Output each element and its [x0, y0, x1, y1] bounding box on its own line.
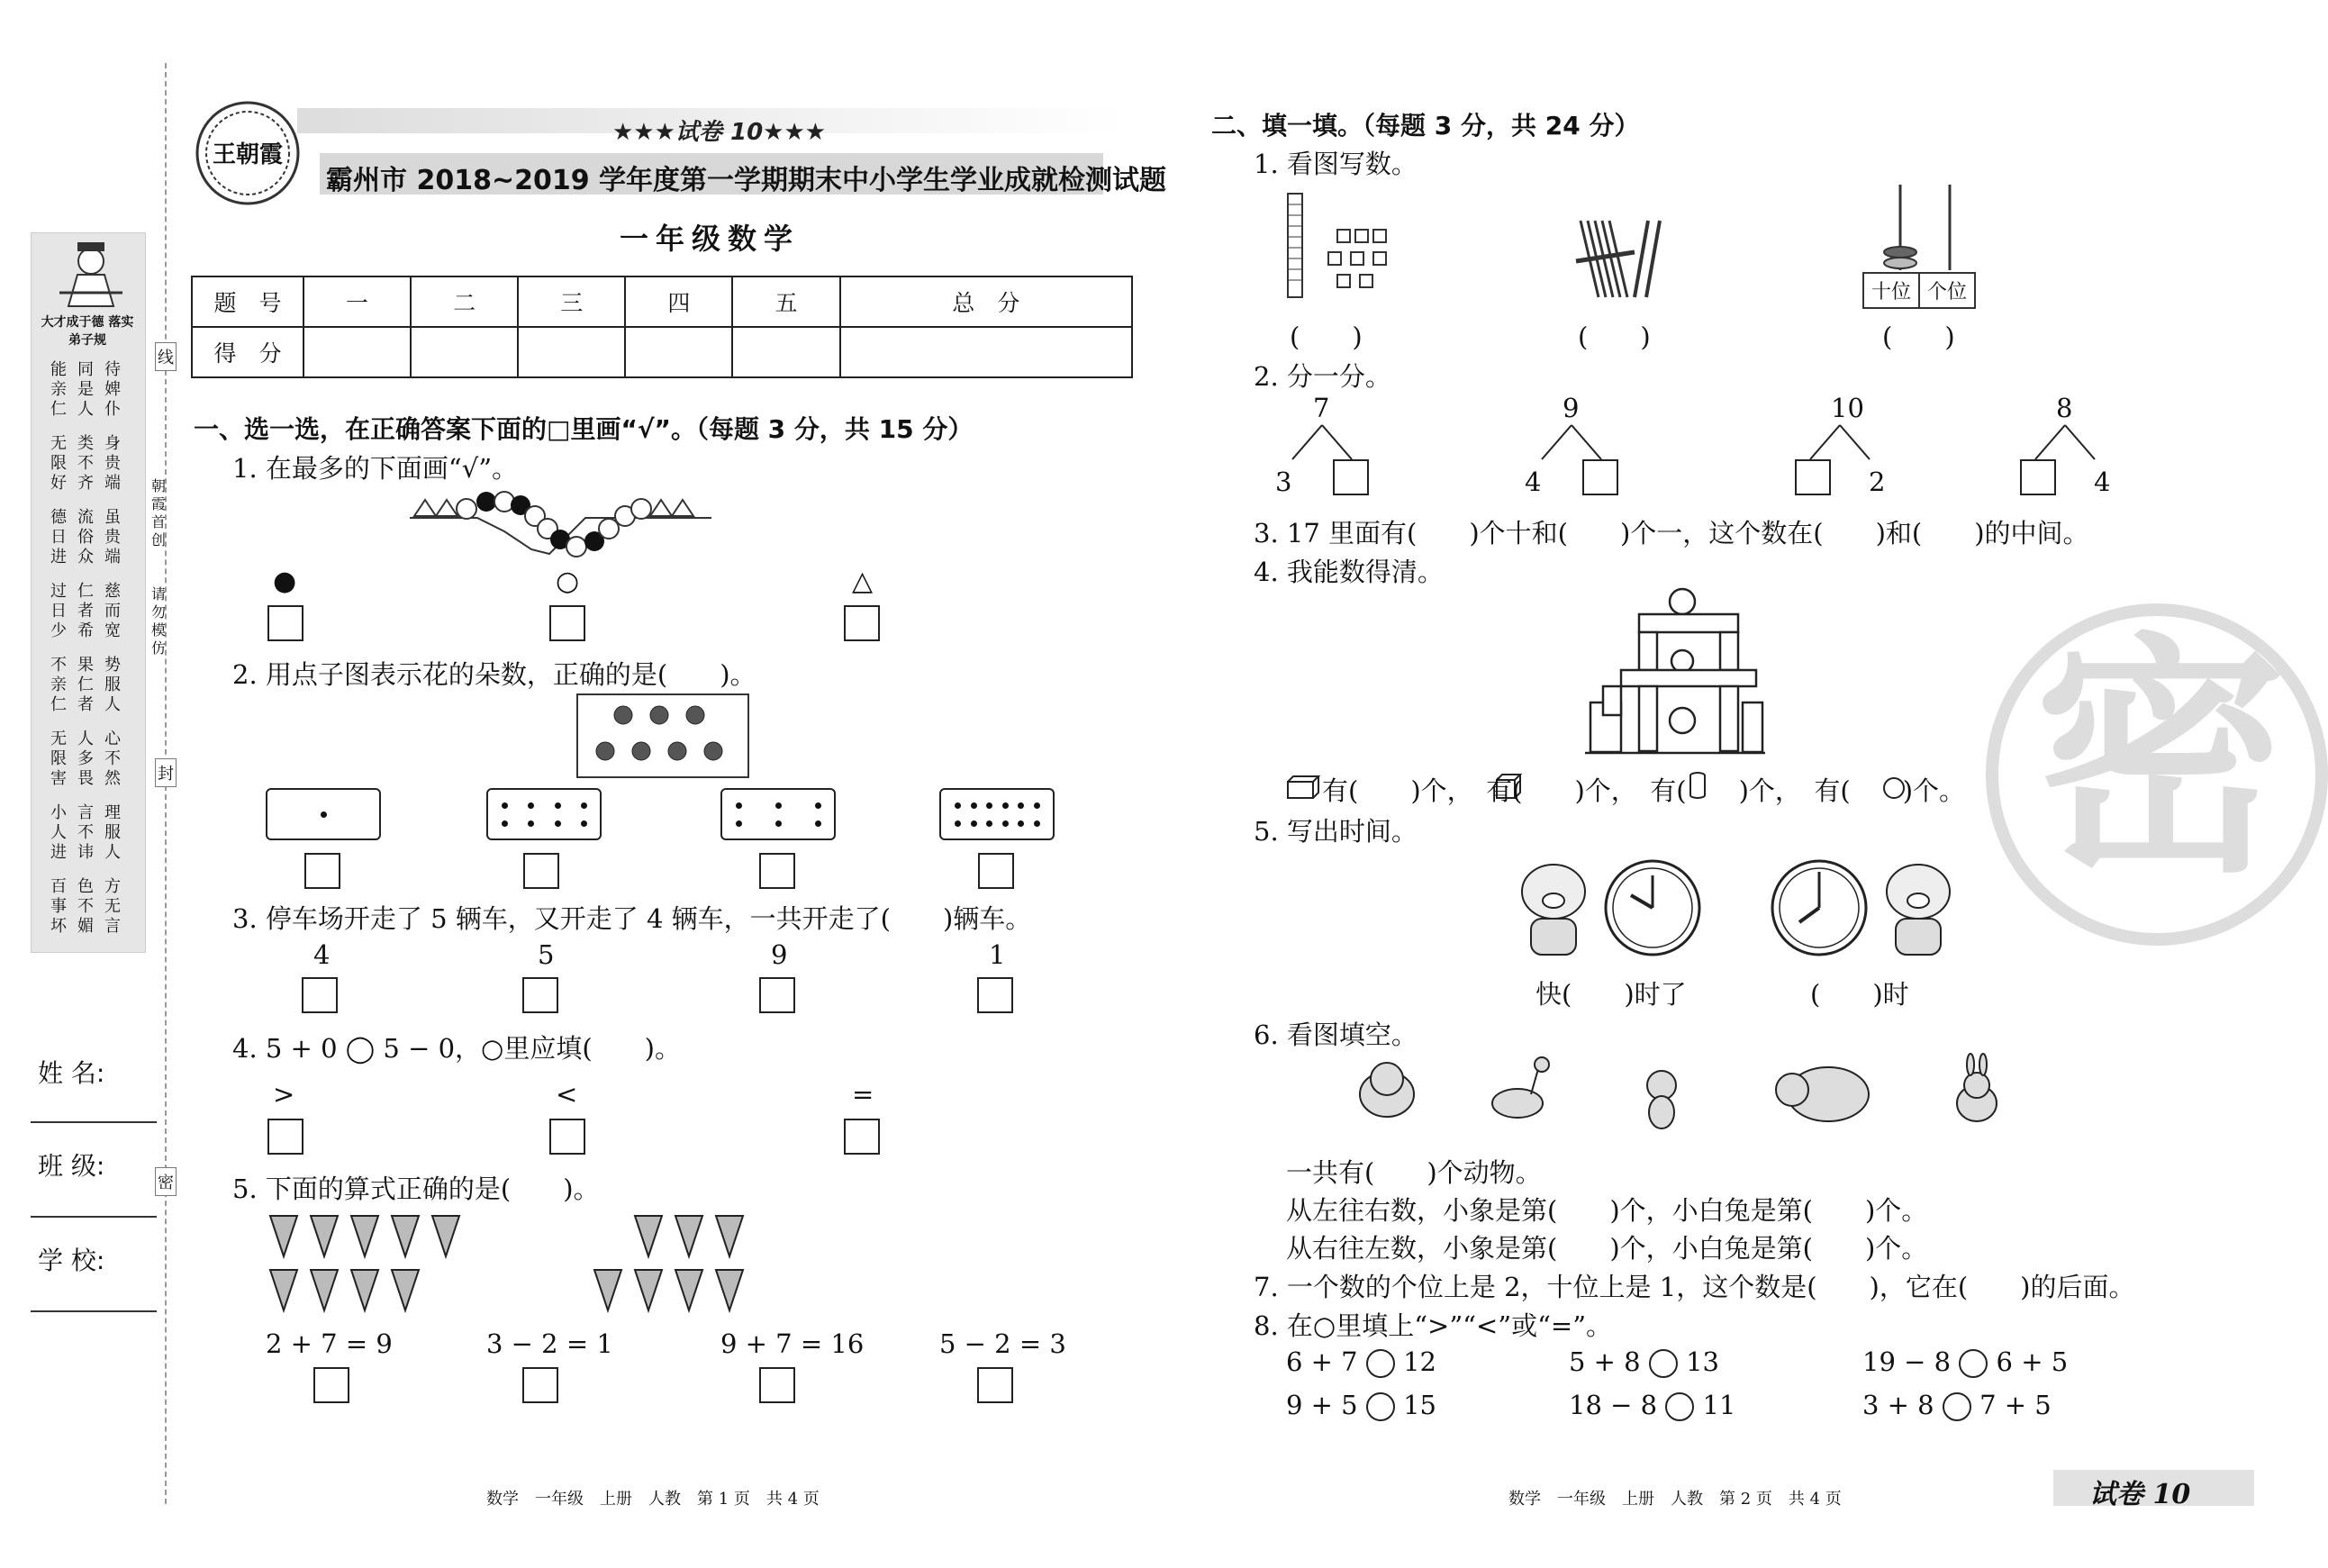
s2-q4-text: 4. 我能数得清。 — [1254, 557, 1444, 587]
score-header-4: 四 — [625, 276, 732, 327]
dot-card — [486, 788, 602, 840]
answer-box[interactable] — [267, 605, 303, 641]
compare-right: 6 + 5 — [1988, 1346, 2069, 1377]
answer-box[interactable] — [1333, 459, 1369, 495]
poem-column: 无限好 — [50, 434, 67, 493]
answer-box[interactable] — [302, 977, 338, 1013]
compare-circle[interactable] — [1366, 1392, 1395, 1421]
answer-box[interactable] — [522, 1367, 558, 1403]
class-field-line[interactable] — [31, 1216, 157, 1218]
school-field-line[interactable] — [31, 1310, 157, 1312]
answer-box[interactable] — [267, 1119, 303, 1155]
s1-q3-option-c: 9 — [771, 939, 788, 970]
compare-left: 5 + 8 — [1569, 1346, 1649, 1377]
s1-q2-text: 2. 用点子图表示花的朵数，正确的是( )。 — [232, 659, 756, 690]
s2-q3-text: 3. 17 里面有( )个十和( )个一，这个数在( )和( )的中间。 — [1254, 518, 2089, 548]
s1-q5-option-a: 2 + 7 = 9 — [266, 1328, 393, 1359]
score-cell[interactable] — [840, 327, 1132, 377]
compare-circle[interactable] — [1959, 1349, 1988, 1378]
score-header-5: 五 — [732, 276, 839, 327]
dot — [971, 820, 977, 827]
base-ten-blocks-figure — [1283, 189, 1405, 305]
answer-box[interactable] — [844, 1119, 880, 1155]
s2-q1-text: 1. 看图写数。 — [1254, 149, 1418, 179]
s1-q3-option-b: 5 — [538, 939, 555, 970]
answer-box[interactable] — [1795, 459, 1831, 495]
compare-right: 15 — [1394, 1390, 1436, 1420]
line-label-mi: 密 — [155, 1167, 177, 1196]
compare-right: 11 — [1694, 1390, 1736, 1420]
score-row-label: 得 分 — [192, 327, 303, 377]
score-cell[interactable] — [518, 327, 625, 377]
s2-q8-text: 8. 在○里填上“>”“<”或“=”。 — [1254, 1310, 1613, 1341]
score-table — [191, 276, 1133, 378]
poem-column: 人多畏 — [77, 730, 94, 788]
flowers-picture — [576, 693, 749, 778]
compare-left: 6 + 7 — [1286, 1346, 1366, 1377]
class-field-label: 班 级: — [38, 1151, 105, 1181]
poem-column: 无限害 — [50, 730, 67, 788]
dot — [555, 802, 561, 809]
poem-column: 虽贵端 — [104, 508, 121, 566]
s1-q3-text: 3. 停车场开走了 5 辆车，又开走了 4 辆车，一共开走了( )辆车。 — [232, 903, 1032, 934]
answer-box[interactable] — [2020, 459, 2056, 495]
s2-q2-text: 2. 分一分。 — [1254, 361, 1391, 392]
ice-cream-group-right — [585, 1207, 765, 1328]
answer-box[interactable] — [977, 1367, 1013, 1403]
s2-q1-blank-1[interactable]: ( ) — [1290, 322, 1363, 352]
dot-card — [939, 788, 1055, 840]
ice-cream-group-left — [261, 1207, 477, 1328]
answer-box[interactable] — [844, 605, 880, 641]
abacus-tens-label: 十位 — [1864, 274, 1920, 307]
s1-q1-option-white-circle: ○ — [556, 566, 580, 597]
line-label-xian: 线 — [155, 342, 177, 371]
compare-right: 12 — [1394, 1346, 1436, 1377]
dot — [971, 802, 977, 809]
poem-column: 百事坏 — [50, 877, 67, 936]
s1-q1-option-triangle: △ — [852, 566, 874, 597]
s1-q5-option-b: 3 − 2 = 1 — [486, 1328, 613, 1359]
dot — [736, 802, 742, 809]
s2-q1-blank-2[interactable]: ( ) — [1578, 322, 1651, 352]
answer-box[interactable] — [522, 977, 558, 1013]
s2-q6-line-1[interactable]: 一共有( )个动物。 — [1286, 1157, 1542, 1188]
answer-box[interactable] — [759, 853, 795, 889]
bond-left-number: 3 — [1275, 467, 1292, 497]
name-field-label: 姓 名: — [38, 1058, 105, 1088]
poem-column: 待婢仆 — [104, 360, 121, 419]
s1-q3-option-d: 1 — [989, 939, 1006, 970]
dot — [1034, 820, 1040, 827]
s1-q5-text: 5. 下面的算式正确的是( )。 — [232, 1174, 600, 1204]
poem-column: 心不然 — [104, 730, 121, 788]
sidebar-note-original: 朝霞首创 — [151, 477, 167, 548]
bond-right-number: 4 — [2094, 467, 2111, 497]
bond-right-number: 2 — [1869, 467, 1886, 497]
section2-heading: 二、填一填。（每题 3 分，共 24 分） — [1211, 111, 1640, 140]
score-header-total: 总 分 — [840, 276, 1132, 327]
answer-box[interactable] — [1582, 459, 1618, 495]
compare-expression — [1862, 1346, 2068, 1378]
compare-expression — [1286, 1390, 1436, 1421]
cuboid-icon — [1286, 775, 1320, 803]
s2-q6-text: 6. 看图填空。 — [1254, 1020, 1418, 1050]
pig-with-clock-left — [1508, 856, 1707, 967]
footer-badge: 试卷 10 — [2089, 1479, 2191, 1510]
sidebar-poem — [49, 360, 139, 937]
compare-circle[interactable] — [1649, 1349, 1678, 1378]
dot-card — [720, 788, 836, 840]
poem-column: 果仁者 — [77, 656, 94, 714]
poem-column: 小人进 — [50, 803, 67, 862]
poem-column: 色不媚 — [77, 877, 94, 936]
secret-watermark — [1986, 603, 2328, 946]
compare-expression — [1286, 1346, 1436, 1378]
compare-circle[interactable] — [1366, 1349, 1395, 1378]
s1-q4-text: 4. 5 + 0 ◯ 5 − 0，○里应填( )。 — [232, 1033, 681, 1064]
bond-top-number: 10 — [1831, 393, 1864, 423]
compare-circle[interactable] — [1943, 1392, 1971, 1421]
dot — [555, 820, 561, 827]
animals-row — [1351, 1054, 2035, 1143]
pig-with-clock-right — [1765, 856, 1963, 967]
score-header-3: 三 — [518, 276, 625, 327]
dot — [581, 820, 587, 827]
s1-q5-option-d: 5 − 2 = 3 — [939, 1328, 1066, 1359]
poem-column: 类不齐 — [77, 434, 94, 493]
bead-string-figure — [405, 482, 720, 566]
compare-right: 7 + 5 — [1970, 1390, 2052, 1420]
answer-box[interactable] — [759, 1367, 795, 1403]
sidebar-note-copy: 请勿模仿 — [151, 585, 167, 657]
abacus-ones-label: 个位 — [1926, 281, 1967, 304]
poem-column: 理服人 — [104, 803, 121, 862]
s1-q3-option-a: 4 — [313, 939, 331, 970]
compare-left: 18 − 8 — [1569, 1390, 1666, 1420]
dot — [955, 820, 961, 827]
bond-top-number: 7 — [1313, 393, 1330, 423]
score-header-1: 一 — [303, 276, 411, 327]
score-cell[interactable] — [411, 327, 518, 377]
section1-heading: 一、选一选，在正确答案下面的□里画“√”。（每题 3 分，共 15 分） — [194, 414, 974, 444]
s1-q5-option-c: 9 + 7 = 16 — [720, 1328, 865, 1359]
dot — [1002, 802, 1009, 809]
school-field-label: 学 校: — [38, 1246, 105, 1275]
compare-expression — [1569, 1346, 1719, 1378]
dot — [502, 820, 508, 827]
poem-column: 慈而宽 — [104, 582, 121, 640]
score-header-no: 题 号 — [192, 276, 303, 327]
bond-left-number: 4 — [1525, 467, 1542, 497]
compare-left: 9 + 5 — [1286, 1390, 1366, 1420]
score-header-2: 二 — [411, 276, 518, 327]
s2-q5-label-right[interactable]: ( )时 — [1810, 979, 1909, 1010]
svg-text:王朝霞: 王朝霞 — [212, 141, 284, 168]
compare-right: 13 — [1677, 1346, 1719, 1377]
answer-box[interactable] — [549, 605, 585, 641]
answer-box[interactable] — [549, 1119, 585, 1155]
brand-seal-icon — [194, 99, 302, 211]
s1-q1-text: 1. 在最多的下面画“√”。 — [232, 453, 519, 484]
answer-box[interactable] — [523, 853, 559, 889]
score-cell[interactable] — [732, 327, 839, 377]
answer-box[interactable] — [313, 1367, 349, 1403]
footer-right: 数学 一年级 上册 人教 第 2 页 共 4 页 — [1508, 1490, 1842, 1509]
dot — [775, 820, 782, 827]
answer-box[interactable] — [304, 853, 340, 889]
poem-column: 同是人 — [77, 360, 94, 419]
s1-q4-option-lt: < — [556, 1079, 578, 1110]
s1-q1-option-black-circle: ● — [273, 566, 297, 597]
exam-title: 霸州市 2018~2019 学年度第一学期期末中小学生学业成就检测试题 — [326, 165, 1167, 196]
s2-q6-line-2[interactable]: 从左往右数，小象是第( )个，小白兔是第( )个。 — [1286, 1195, 1928, 1226]
poem-column: 流俗众 — [77, 508, 94, 566]
abacus-place-table — [1862, 272, 1976, 309]
answer-box[interactable] — [977, 977, 1013, 1013]
sidebar-motto: 大才成于德 落实弟子规 — [41, 315, 134, 348]
dot — [955, 802, 961, 809]
poem-column: 不亲仁 — [50, 656, 67, 714]
dot — [1002, 820, 1009, 827]
name-field-line[interactable] — [31, 1121, 157, 1123]
compare-circle[interactable] — [1665, 1392, 1694, 1421]
compare-expression — [1862, 1390, 2052, 1421]
bond-top-number: 8 — [2056, 393, 2073, 423]
bond-top-number: 9 — [1563, 393, 1580, 423]
s1-q4-option-eq: = — [852, 1079, 874, 1110]
block-building-figure — [1585, 585, 1765, 765]
s2-q1-blank-3[interactable]: ( ) — [1882, 322, 1955, 352]
s2-q4-answer-line[interactable]: 有( )个， 有( )个， 有( )个， 有( )个。 — [1322, 775, 1966, 806]
exam-subtitle: 一年级数学 — [620, 222, 801, 256]
dot — [502, 802, 508, 809]
compare-left: 3 + 8 — [1862, 1390, 1943, 1420]
dot — [321, 811, 327, 818]
dot — [815, 820, 821, 827]
s1-q4-option-gt: > — [273, 1079, 295, 1110]
compare-expression — [1569, 1390, 1735, 1421]
s2-q7-text[interactable]: 7. 一个数的个位上是 2，十位上是 1，这个数是( )，它在( )的后面。 — [1254, 1272, 2135, 1302]
poem-column: 仁者希 — [77, 582, 94, 640]
poem-column: 德日进 — [50, 508, 67, 566]
dot — [775, 802, 782, 809]
poem-column: 能亲仁 — [50, 360, 67, 419]
poem-column: 势服人 — [104, 656, 121, 714]
dot — [1034, 802, 1040, 809]
compare-left: 19 − 8 — [1862, 1346, 1960, 1377]
s2-q5-label-left[interactable]: 快( )时了 — [1535, 979, 1687, 1010]
s2-q5-text: 5. 写出时间。 — [1254, 816, 1418, 847]
line-label-feng: 封 — [155, 758, 177, 787]
poem-column: 方无言 — [104, 877, 121, 936]
score-cell[interactable] — [625, 327, 732, 377]
stick-bundle-figure — [1563, 216, 1671, 310]
footer-left: 数学 一年级 上册 人教 第 1 页 共 4 页 — [486, 1490, 820, 1509]
poem-column: 过日少 — [50, 582, 67, 640]
answer-box[interactable] — [978, 853, 1014, 889]
poem-column: 身贵端 — [104, 434, 121, 493]
score-cell[interactable] — [303, 327, 411, 377]
answer-box[interactable] — [759, 977, 795, 1013]
scholar-figure-icon — [50, 239, 131, 314]
dot — [736, 820, 742, 827]
dot — [581, 802, 587, 809]
s2-q6-line-3[interactable]: 从右往左数，小象是第( )个，小白兔是第( )个。 — [1286, 1233, 1928, 1264]
paper-badge: ★★★试卷 10★★★ — [612, 119, 827, 146]
poem-column: 言不讳 — [77, 803, 94, 862]
watermark-glyph: 密 — [2034, 613, 2287, 907]
dot — [815, 802, 821, 809]
